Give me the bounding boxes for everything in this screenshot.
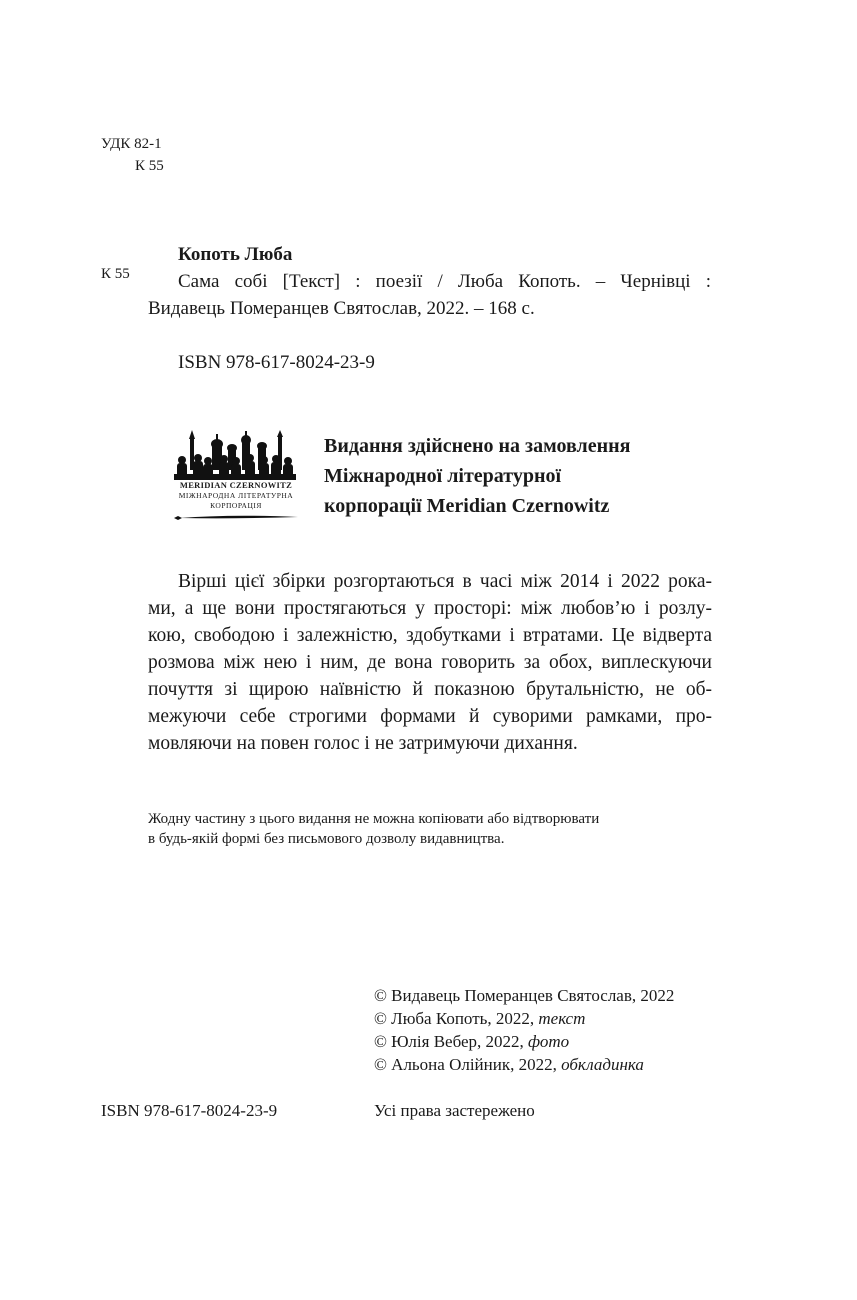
bibliography-line-2: Видавець Померанцев Святослав, 2022. – 168 с. <box>148 298 535 319</box>
order-note-line-2: Міжнародної літературної <box>324 465 562 487</box>
annotation-line: ми, а ще вони простягаються у просторі: між любов’ю і розлу- <box>148 598 712 619</box>
city-skyline-icon <box>172 430 300 480</box>
annotation-line: межуючи себе строгими формами й суворими рамками, про- <box>148 706 712 727</box>
copyright-photo <box>374 1032 569 1052</box>
copyright-text: © Альона Олійник, 2022, <box>374 1055 562 1074</box>
copyright-author <box>374 1009 585 1029</box>
copyright-role: обкладинка <box>561 1055 644 1074</box>
rights-notice-line-1: Жодну частину з цього видання не можна копіювати або відтворювати <box>148 811 600 827</box>
copyright-text: © Юлія Вебер, 2022, <box>374 1032 529 1051</box>
footer-rights: Усі права застережено <box>374 1101 535 1120</box>
annotation-line: розмова між нею і ним, де вона говорить за обох, виплескуючи <box>148 652 712 673</box>
logo-name: MERIDIAN CZERNOWITZ <box>179 480 293 490</box>
order-note-line-3: корпорації Meridian Czernowitz <box>324 495 610 517</box>
annotation-line: Вірші цієї збірки розгортаються в часі між 2014 і 2022 рока- <box>178 571 712 592</box>
pen-stroke-icon <box>172 512 300 522</box>
bibliography-line-1: Сама собі [Текст] : поезії / Люба Копоть. – Чернівці : <box>178 271 711 292</box>
copyright-text: © Люба Копоть, 2022, <box>374 1009 539 1028</box>
annotation-line: почуття зі щирою наївністю й показною брутальністю, не об- <box>148 679 712 700</box>
copyright-publisher <box>374 986 674 1006</box>
rights-notice-line-2: в будь-якій формі без письмового дозволу видавництва. <box>148 831 505 847</box>
meridian-czernowitz-logo <box>172 430 300 525</box>
copyright-role: фото <box>528 1032 570 1051</box>
author-mark-side: К 55 <box>101 266 130 282</box>
logo-subtitle-1: МІЖНАРОДНА ЛІТЕРАТУРНА <box>178 491 294 500</box>
order-note-line-1: Видання здійснено на замовлення <box>324 435 631 457</box>
author-mark: К 55 <box>135 158 164 174</box>
annotation-paragraph <box>148 568 712 757</box>
isbn-record: ISBN 978-617-8024-23-9 <box>178 352 375 373</box>
footer-isbn: ISBN 978-617-8024-23-9 <box>101 1101 278 1120</box>
logo-subtitle-2: КОРПОРАЦІЯ <box>210 501 262 510</box>
annotation-line: мовляючи на повен голос і не затримуючи дихання. <box>148 733 578 754</box>
udk-code: УДК 82-1 <box>101 136 162 152</box>
copyright-text: © Видавець Померанцев Святослав, 2022 <box>374 986 675 1005</box>
copyright-role: текст <box>538 1009 586 1028</box>
author-name: Копоть Люба <box>178 244 293 265</box>
annotation-line: кою, свободою і залежністю, здобутками і втратами. Це відверта <box>148 625 712 646</box>
copyright-cover <box>374 1055 644 1075</box>
